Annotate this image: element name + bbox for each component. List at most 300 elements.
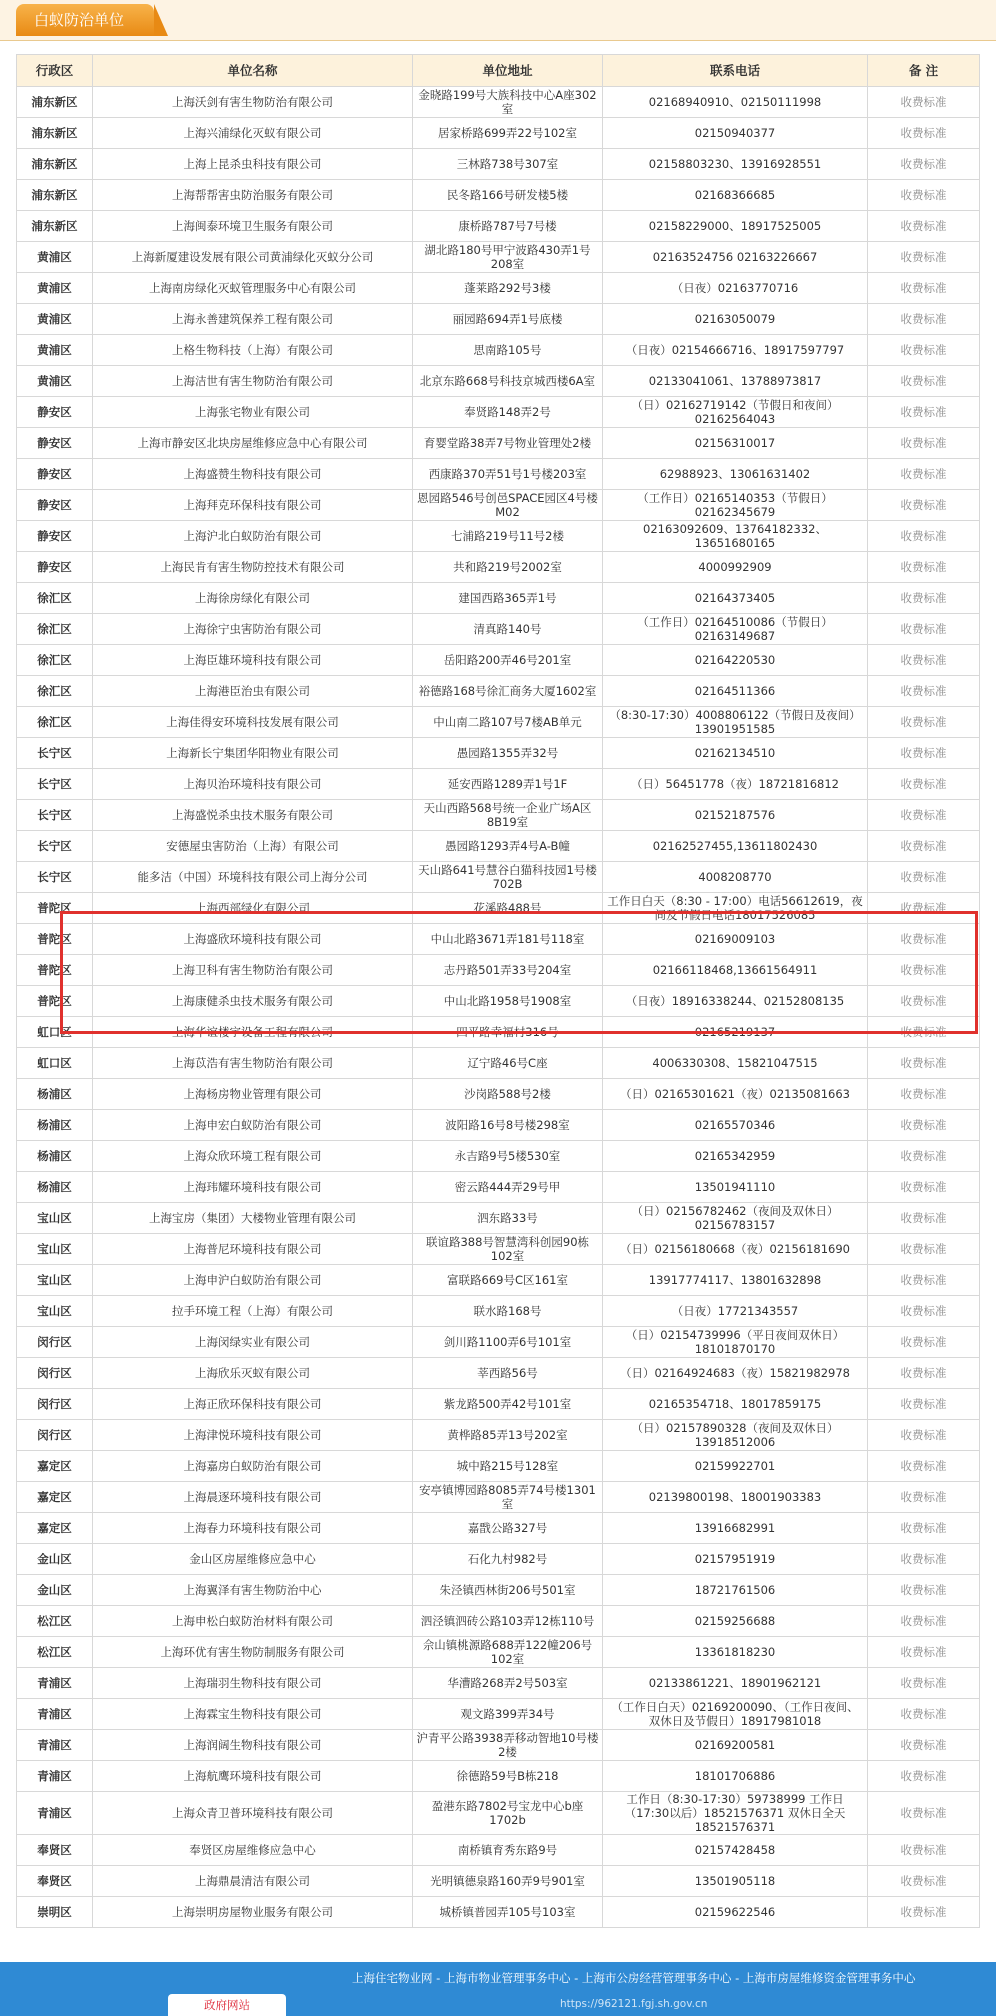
address-cell: 恩园路546号创邑SPACE园区4号楼M02 [413,490,603,521]
district-cell: 嘉定区 [17,1451,93,1482]
district-cell: 崇明区 [17,1897,93,1928]
header-address: 单位地址 [413,55,603,87]
address-cell: 富联路669号C区161室 [413,1265,603,1296]
table-row [17,242,980,273]
note-cell[interactable]: 收费标准 [868,1358,980,1389]
district-cell: 长宁区 [17,769,93,800]
note-cell[interactable]: 收费标准 [868,769,980,800]
phone-cell: （日）02162719142（节假日和夜间）02162564043 [603,397,868,428]
company-cell: 上海宝房（集团）大楼物业管理有限公司 [93,1203,413,1234]
phone-cell: 02162527455,13611802430 [603,831,868,862]
phone-cell: 02139800198、18001903383 [603,1482,868,1513]
phone-cell: 02163092609、13764182332、13651680165 [603,521,868,552]
district-cell: 闵行区 [17,1327,93,1358]
company-cell: 上海众青卫普环境科技有限公司 [93,1792,413,1835]
phone-cell: 02169009103 [603,924,868,955]
company-cell: 上海张宅物业有限公司 [93,397,413,428]
phone-cell: 4006330308、15821047515 [603,1048,868,1079]
note-cell[interactable]: 收费标准 [868,924,980,955]
address-cell: 奉贤路148弄2号 [413,397,603,428]
district-cell: 静安区 [17,490,93,521]
address-cell: 七浦路219号11号2楼 [413,521,603,552]
table-row [17,1265,980,1296]
company-cell: 上海津悦环境科技有限公司 [93,1420,413,1451]
table-row [17,149,980,180]
company-cell: 上海卫科有害生物防治有限公司 [93,955,413,986]
note-cell[interactable]: 收费标准 [868,800,980,831]
district-cell: 嘉定区 [17,1482,93,1513]
header-district: 行政区 [17,55,93,87]
phone-cell: 02157951919 [603,1544,868,1575]
address-cell: 佘山镇桃源路688弄122幢206号102室 [413,1637,603,1668]
phone-cell: 62988923、13061631402 [603,459,868,490]
note-cell[interactable]: 收费标准 [868,738,980,769]
note-cell[interactable]: 收费标准 [868,1389,980,1420]
table-row [17,1110,980,1141]
phone-cell: 13916682991 [603,1513,868,1544]
company-cell: 上海市静安区北块房屋维修应急中心有限公司 [93,428,413,459]
table-row [17,1730,980,1761]
table-row [17,1637,980,1668]
table-row [17,490,980,521]
footer-url[interactable]: https://962121.fgj.sh.gov.cn [560,1998,708,2010]
address-cell: 天山西路568号统一企业广场A区8B19室 [413,800,603,831]
table-row [17,1327,980,1358]
district-cell: 徐汇区 [17,676,93,707]
phone-cell: （8:30-17:30）4008806122（节假日及夜间）13901951585 [603,707,868,738]
address-cell: 泗东路33号 [413,1203,603,1234]
company-cell: 上海润阔生物科技有限公司 [93,1730,413,1761]
company-cell: 上海瑞羽生物科技有限公司 [93,1668,413,1699]
phone-cell: 02163524756 02163226667 [603,242,868,273]
table-body [17,87,980,1928]
address-cell: 裕德路168号徐汇商务大厦1602室 [413,676,603,707]
table-row [17,1079,980,1110]
address-cell: 紫龙路500弄42号101室 [413,1389,603,1420]
address-cell: 莘西路56号 [413,1358,603,1389]
company-cell: 上海拜克环保科技有限公司 [93,490,413,521]
district-cell: 长宁区 [17,831,93,862]
company-cell: 上海正欣环保科技有限公司 [93,1389,413,1420]
note-cell[interactable]: 收费标准 [868,1172,980,1203]
company-cell: 上海申宏白蚁防治有限公司 [93,1110,413,1141]
table-row [17,1761,980,1792]
note-cell[interactable]: 收费标准 [868,1699,980,1730]
company-cell: 上海鼎晨清洁有限公司 [93,1866,413,1897]
address-cell: 永吉路9号5楼530室 [413,1141,603,1172]
table-row [17,180,980,211]
note-cell[interactable]: 收费标准 [868,1265,980,1296]
address-cell: 清真路140号 [413,614,603,645]
note-cell[interactable]: 收费标准 [868,986,980,1017]
note-cell[interactable]: 收费标准 [868,1017,980,1048]
company-cell: 上海康健杀虫技术服务有限公司 [93,986,413,1017]
note-cell[interactable]: 收费标准 [868,552,980,583]
district-cell: 长宁区 [17,738,93,769]
phone-cell: 02166118468,13661564911 [603,955,868,986]
company-cell: 上海霖宝生物科技有限公司 [93,1699,413,1730]
company-cell: 上海帮帮害虫防治服务有限公司 [93,180,413,211]
district-cell: 黄浦区 [17,366,93,397]
address-cell: 岳阳路200弄46号201室 [413,645,603,676]
district-cell: 闵行区 [17,1389,93,1420]
footer-links[interactable]: 上海住宅物业网 - 上海市物业管理事务中心 - 上海市公房经营管理事务中心 - 上海市房屋维修资金管理事务中心 [352,1971,916,1985]
district-cell: 浦东新区 [17,87,93,118]
district-cell: 浦东新区 [17,211,93,242]
company-cell: 上海嘉房白蚁防治有限公司 [93,1451,413,1482]
table-row [17,397,980,428]
address-cell: 共和路219号2002室 [413,552,603,583]
phone-cell: 02152187576 [603,800,868,831]
company-cell: 上海崇明房屋物业服务有限公司 [93,1897,413,1928]
table-row [17,1513,980,1544]
phone-cell: 02164511366 [603,676,868,707]
district-cell: 徐汇区 [17,645,93,676]
phone-cell: 02165219137 [603,1017,868,1048]
district-cell: 嘉定区 [17,1513,93,1544]
table-row [17,893,980,924]
district-cell: 黄浦区 [17,335,93,366]
phone-cell: （日）02164924683（夜）15821982978 [603,1358,868,1389]
note-cell[interactable]: 收费标准 [868,118,980,149]
note-cell[interactable]: 收费标准 [868,1048,980,1079]
address-cell: 花溪路488号 [413,893,603,924]
district-cell: 宝山区 [17,1234,93,1265]
phone-cell: 4008208770 [603,862,868,893]
address-cell: 光明镇德泉路160弄9号901室 [413,1866,603,1897]
table-row [17,1866,980,1897]
company-cell: 上海盛欣环境科技有限公司 [93,924,413,955]
district-cell: 闵行区 [17,1420,93,1451]
address-cell: 密云路444弄29号甲 [413,1172,603,1203]
phone-cell: 工作日（8:30-17:30）59738999 工作日（17:30以后）18521576371 双休日全天 18521576371 [603,1792,868,1835]
district-cell: 静安区 [17,428,93,459]
district-cell: 青浦区 [17,1699,93,1730]
note-cell[interactable]: 收费标准 [868,490,980,521]
district-cell: 普陀区 [17,955,93,986]
note-cell[interactable]: 收费标准 [868,366,980,397]
table-row [17,614,980,645]
company-cell: 奉贤区房屋维修应急中心 [93,1835,413,1866]
phone-cell: 02164373405 [603,583,868,614]
table-header-row [17,55,980,87]
district-cell: 黄浦区 [17,242,93,273]
note-cell[interactable]: 收费标准 [868,1792,980,1835]
company-cell: 上海申沪白蚁防治有限公司 [93,1265,413,1296]
note-cell[interactable]: 收费标准 [868,1420,980,1451]
phone-cell: 工作日白天（8:30 - 17:00）电话56612619，夜间及节假日电话18017526085 [603,893,868,924]
address-cell: 沙岗路588号2楼 [413,1079,603,1110]
company-cell: 上海春力环境科技有限公司 [93,1513,413,1544]
note-cell[interactable]: 收费标准 [868,1606,980,1637]
district-cell: 金山区 [17,1544,93,1575]
address-cell: 延安西路1289弄1号1F [413,769,603,800]
table-row [17,118,980,149]
district-cell: 松江区 [17,1606,93,1637]
phone-cell: 02156310017 [603,428,868,459]
phone-cell: 02159922701 [603,1451,868,1482]
company-cell: 金山区房屋维修应急中心 [93,1544,413,1575]
company-cell: 上海华谊楼宇设备工程有限公司 [93,1017,413,1048]
address-cell: 建国西路365弄1号 [413,583,603,614]
phone-cell: （日）02154739996（平日夜间双休日）18101870170 [603,1327,868,1358]
company-cell: 上海贝治环境科技有限公司 [93,769,413,800]
district-cell: 徐汇区 [17,583,93,614]
district-cell: 普陀区 [17,986,93,1017]
address-cell: 思南路105号 [413,335,603,366]
district-cell: 青浦区 [17,1668,93,1699]
note-cell[interactable]: 收费标准 [868,1234,980,1265]
address-cell: 北京东路668号科技京城西楼6A室 [413,366,603,397]
district-cell: 静安区 [17,459,93,490]
address-cell: 泗泾镇泗砖公路103弄12栋110号 [413,1606,603,1637]
company-cell: 上海西部绿化有限公司 [93,893,413,924]
company-cell: 上海新厦建设发展有限公司黄浦绿化灭蚁分公司 [93,242,413,273]
address-cell: 天山路641号慧谷白猫科技园1号楼702B [413,862,603,893]
district-cell: 闵行区 [17,1358,93,1389]
note-cell[interactable]: 收费标准 [868,1141,980,1172]
note-cell[interactable]: 收费标准 [868,149,980,180]
company-cell: 上海沃剑有害生物防治有限公司 [93,87,413,118]
company-cell: 上海上昆杀虫科技有限公司 [93,149,413,180]
address-cell: 嘉戬公路327号 [413,1513,603,1544]
table-row [17,1234,980,1265]
note-cell[interactable]: 收费标准 [868,242,980,273]
address-cell: 蓬莱路292号3楼 [413,273,603,304]
note-cell[interactable]: 收费标准 [868,1327,980,1358]
table-row [17,924,980,955]
table-row [17,273,980,304]
table-row [17,583,980,614]
note-cell[interactable]: 收费标准 [868,1079,980,1110]
company-cell: 上海申松白蚁防治材料有限公司 [93,1606,413,1637]
phone-cell: 02150940377 [603,118,868,149]
note-cell[interactable]: 收费标准 [868,521,980,552]
table-row [17,1544,980,1575]
table-row [17,335,980,366]
note-cell[interactable]: 收费标准 [868,1897,980,1928]
district-cell: 浦东新区 [17,149,93,180]
address-cell: 朱泾镇西林街206号501室 [413,1575,603,1606]
district-cell: 静安区 [17,521,93,552]
address-cell: 育婴堂路38弄7号物业管理处2楼 [413,428,603,459]
note-cell[interactable]: 收费标准 [868,428,980,459]
table-row [17,955,980,986]
note-cell[interactable]: 收费标准 [868,955,980,986]
table-row [17,1203,980,1234]
note-cell[interactable]: 收费标准 [868,614,980,645]
phone-cell: （日夜）02154666716、18917597797 [603,335,868,366]
table-row [17,1141,980,1172]
table-row [17,1172,980,1203]
note-cell[interactable]: 收费标准 [868,1451,980,1482]
phone-cell: 02157428458 [603,1835,868,1866]
note-cell[interactable]: 收费标准 [868,1482,980,1513]
note-cell[interactable]: 收费标准 [868,1575,980,1606]
table-row [17,1482,980,1513]
note-cell[interactable]: 收费标准 [868,1761,980,1792]
company-cell: 上海闽泰环境卫生服务有限公司 [93,211,413,242]
table-row [17,986,980,1017]
address-cell: 联水路168号 [413,1296,603,1327]
company-cell: 上海沪北白蚁防治有限公司 [93,521,413,552]
company-cell: 上海佳得安环境科技发展有限公司 [93,707,413,738]
district-cell: 松江区 [17,1637,93,1668]
company-cell: 上海南房绿化灭蚁管理服务中心有限公司 [93,273,413,304]
district-cell: 徐汇区 [17,707,93,738]
district-cell: 宝山区 [17,1265,93,1296]
address-cell: 丽园路694弄1号底楼 [413,304,603,335]
phone-cell: 13501905118 [603,1866,868,1897]
note-cell[interactable]: 收费标准 [868,583,980,614]
address-cell: 剑川路1100弄6号101室 [413,1327,603,1358]
company-cell: 能多洁（中国）环境科技有限公司上海分公司 [93,862,413,893]
phone-cell: （工作日）02164510086（节假日）02163149687 [603,614,868,645]
district-cell: 普陀区 [17,893,93,924]
gov-site-button[interactable]: 政府网站 [168,1994,286,2016]
company-cell: 上海永善建筑保养工程有限公司 [93,304,413,335]
note-cell[interactable]: 收费标准 [868,1544,980,1575]
note-cell[interactable]: 收费标准 [868,1296,980,1327]
note-cell[interactable]: 收费标准 [868,893,980,924]
company-cell: 上海晨逐环境科技有限公司 [93,1482,413,1513]
table-row [17,366,980,397]
address-cell: 愚园路1355弄32号 [413,738,603,769]
company-cell: 上海臣雄环境科技有限公司 [93,645,413,676]
note-cell[interactable]: 收费标准 [868,459,980,490]
note-cell[interactable]: 收费标准 [868,1513,980,1544]
note-cell[interactable]: 收费标准 [868,1110,980,1141]
table-row [17,1575,980,1606]
table-row [17,831,980,862]
note-cell[interactable]: 收费标准 [868,397,980,428]
note-cell[interactable]: 收费标准 [868,87,980,118]
address-cell: 民冬路166号研发楼5楼 [413,180,603,211]
table-row [17,1792,980,1835]
note-cell[interactable]: 收费标准 [868,211,980,242]
address-cell: 金晓路199号大族科技中心A座302室 [413,87,603,118]
address-cell: 城中路215号128室 [413,1451,603,1482]
note-cell[interactable]: 收费标准 [868,862,980,893]
district-cell: 杨浦区 [17,1141,93,1172]
district-cell: 黄浦区 [17,304,93,335]
phone-cell: 02165570346 [603,1110,868,1141]
address-cell: 愚园路1293弄4号A-B幢 [413,831,603,862]
phone-cell: 02169200581 [603,1730,868,1761]
district-cell: 奉贤区 [17,1835,93,1866]
note-cell[interactable]: 收费标准 [868,1835,980,1866]
phone-cell: 02133861221、18901962121 [603,1668,868,1699]
address-cell: 中山南二路107号7楼AB单元 [413,707,603,738]
phone-cell: 02164220530 [603,645,868,676]
phone-cell: （日）02157890328（夜间及双休日）13918512006 [603,1420,868,1451]
phone-cell: 02165342959 [603,1141,868,1172]
note-cell[interactable]: 收费标准 [868,1866,980,1897]
company-cell: 上海翼泽有害生物防治中心 [93,1575,413,1606]
phone-cell: （日夜）02163770716 [603,273,868,304]
phone-cell: （日）02165301621（夜）02135081663 [603,1079,868,1110]
phone-cell: 02159256688 [603,1606,868,1637]
company-cell: 上海苡浩有害生物防治有限公司 [93,1048,413,1079]
address-cell: 居家桥路699弄22号102室 [413,118,603,149]
district-cell: 普陀区 [17,924,93,955]
table-row [17,211,980,242]
district-cell: 杨浦区 [17,1110,93,1141]
company-cell: 上海港臣治虫有限公司 [93,676,413,707]
note-cell[interactable]: 收费标准 [868,304,980,335]
address-cell: 湖北路180号甲宁波路430弄1号208室 [413,242,603,273]
phone-cell: 02163050079 [603,304,868,335]
phone-cell: 13917774117、13801632898 [603,1265,868,1296]
section-tab[interactable]: 白蚁防治单位 [16,4,154,36]
district-cell: 青浦区 [17,1761,93,1792]
phone-cell: （日）02156782462（夜间及双休日）02156783157 [603,1203,868,1234]
address-cell: 辽宁路46号C座 [413,1048,603,1079]
address-cell: 中山北路1958号1908室 [413,986,603,1017]
address-cell: 南桥镇育秀东路9号 [413,1835,603,1866]
note-cell[interactable]: 收费标准 [868,645,980,676]
address-cell: 中山北路3671弄181号118室 [413,924,603,955]
address-cell: 四平路幸福村316号 [413,1017,603,1048]
phone-cell: 02158803230、13916928551 [603,149,868,180]
table-row [17,1897,980,1928]
address-cell: 联谊路388号智慧湾科创园90栋102室 [413,1234,603,1265]
phone-cell: （工作日白天）02169200090、（工作日夜间、双休日及节假日）18917981018 [603,1699,868,1730]
company-cell: 安德屋虫害防治（上海）有限公司 [93,831,413,862]
table-row [17,1835,980,1866]
footer [0,1962,996,2016]
note-cell[interactable]: 收费标准 [868,1668,980,1699]
note-cell[interactable]: 收费标准 [868,831,980,862]
table-row [17,1048,980,1079]
phone-cell: 18101706886 [603,1761,868,1792]
company-cell: 上海欣乐灭蚁有限公司 [93,1358,413,1389]
note-cell[interactable]: 收费标准 [868,1730,980,1761]
note-cell[interactable]: 收费标准 [868,180,980,211]
district-cell: 浦东新区 [17,180,93,211]
company-cell: 上海环优有害生物防制服务有限公司 [93,1637,413,1668]
phone-cell: 02165354718、18017859175 [603,1389,868,1420]
address-cell: 石化九村982号 [413,1544,603,1575]
note-cell[interactable]: 收费标准 [868,1637,980,1668]
phone-cell: （日）56451778（夜）18721816812 [603,769,868,800]
company-cell: 上海玮耀环境科技有限公司 [93,1172,413,1203]
address-cell: 志丹路501弄33号204室 [413,955,603,986]
table-row [17,1358,980,1389]
address-cell: 西康路370弄51号1号楼203室 [413,459,603,490]
header-note: 备 注 [868,55,980,87]
note-cell[interactable]: 收费标准 [868,1203,980,1234]
note-cell[interactable]: 收费标准 [868,707,980,738]
table-row [17,1699,980,1730]
table-row [17,87,980,118]
table-row [17,1017,980,1048]
address-cell: 沪青平公路3938弄移动智地10号楼2楼 [413,1730,603,1761]
note-cell[interactable]: 收费标准 [868,676,980,707]
table-row [17,862,980,893]
table-row [17,1296,980,1327]
company-cell: 上海盛赞生物科技有限公司 [93,459,413,490]
district-cell: 金山区 [17,1575,93,1606]
district-cell: 虹口区 [17,1048,93,1079]
phone-cell: 13361818230 [603,1637,868,1668]
district-cell: 长宁区 [17,862,93,893]
company-cell: 上海普尼环境科技有限公司 [93,1234,413,1265]
note-cell[interactable]: 收费标准 [868,335,980,366]
company-cell: 上海新长宁集团华阳物业有限公司 [93,738,413,769]
note-cell[interactable]: 收费标准 [868,273,980,304]
district-cell: 奉贤区 [17,1866,93,1897]
